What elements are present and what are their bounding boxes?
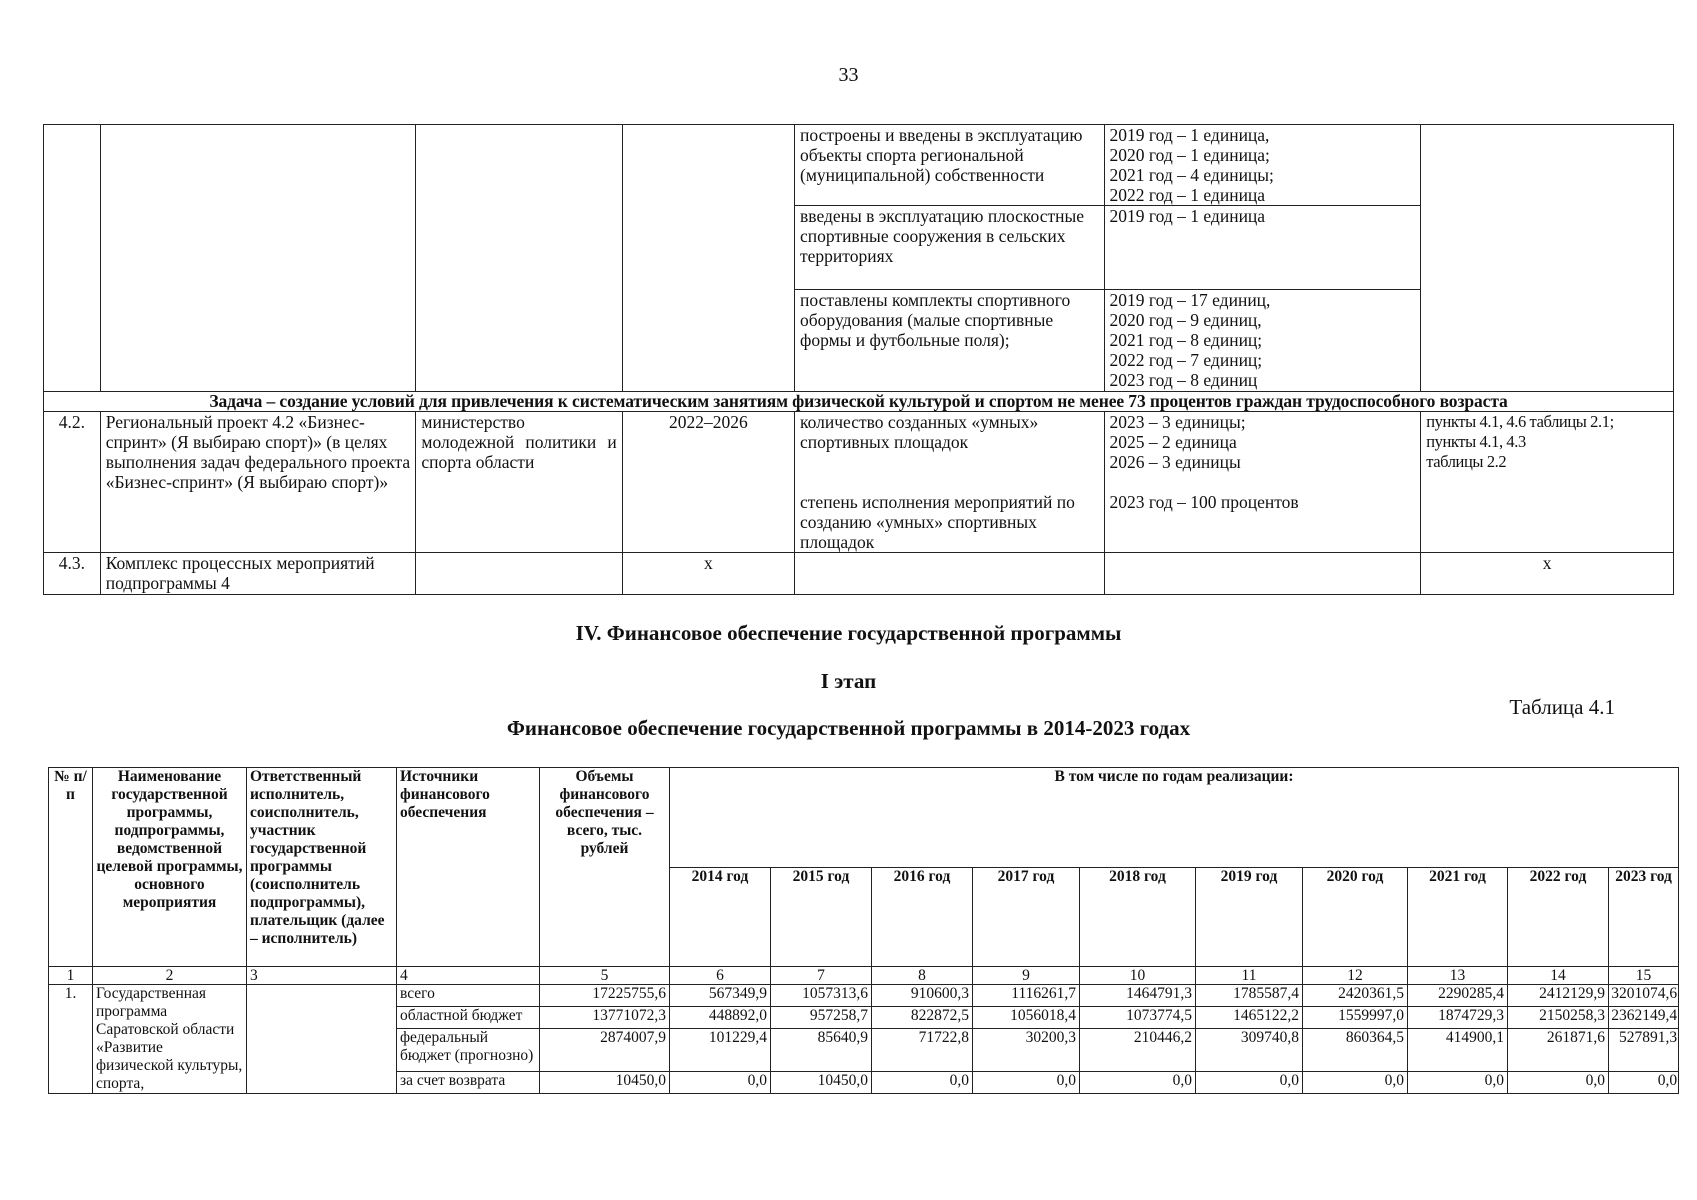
year-value-cell: 1464791,3 (1080, 985, 1196, 1007)
year-value-cell: 1874729,3 (1408, 1007, 1508, 1029)
financing-table (48, 767, 1679, 1094)
year-value-cell: 1116261,7 (973, 985, 1080, 1007)
period-cell: 2022–2026 (622, 412, 794, 553)
indicator-value-cell (1104, 553, 1421, 595)
indicator-text: количество созданных «умных» спортивных площадок (800, 412, 1039, 452)
year-value-cell: 101229,4 (670, 1029, 771, 1072)
value-line: 2019 год – 1 единица (1109, 206, 1266, 226)
header-name: Наименование государственной программы, подпрограммы, ведомственной целевой программы, основного мероприятия (93, 768, 247, 967)
year-value-cell: 71722,8 (872, 1029, 973, 1072)
total-cell: 17225755,6 (540, 985, 670, 1007)
year-value-cell: 30200,3 (973, 1029, 1080, 1072)
column-number: 5 (540, 967, 670, 985)
executor-text: министерство молодежной политики и спорта области (421, 412, 617, 472)
task-heading: Задача – создание условий для привлечения к систематическим занятиям физической культурой и спортом не менее 73 процентов граждан трудоспособного возраста (44, 392, 1674, 412)
source-cell: всего (397, 985, 540, 1007)
value-line: 2022 год – 1 единица (1109, 185, 1266, 205)
task-row (44, 392, 1674, 412)
table-label: Таблица 4.1 (1509, 695, 1615, 719)
header-executor: Ответственный исполнитель, соисполнитель, участник государственной программы (соисполнитель подпрограммы), плательщик (далее – исполнитель) (247, 768, 397, 967)
year-value-cell: 2150258,3 (1508, 1007, 1609, 1029)
header-year: 2021 год (1408, 867, 1508, 967)
value-line: 2019 год – 17 единиц, (1109, 290, 1271, 310)
year-value-cell: 1073774,5 (1080, 1007, 1196, 1029)
header-year: 2020 год (1303, 867, 1408, 967)
year-value-cell: 0,0 (1408, 1071, 1508, 1093)
column-number-row (49, 967, 1679, 985)
year-value-cell: 0,0 (1080, 1071, 1196, 1093)
executor-cell (247, 985, 397, 1094)
program-name-cell: Государственная программа Саратовской области «Развитие физической культуры, спорта, (93, 985, 247, 1094)
header-years-group: В том числе по годам реализации: (670, 768, 1679, 868)
indicator-value-cell (1104, 125, 1421, 206)
column-number: 4 (397, 967, 540, 985)
total-cell: 13771072,3 (540, 1007, 670, 1029)
column-number: 6 (670, 967, 771, 985)
row-num-cell (44, 125, 101, 392)
column-number: 12 (1303, 967, 1408, 985)
year-value-cell: 860364,5 (1303, 1029, 1408, 1072)
table-row (44, 125, 1674, 206)
period-cell (622, 125, 794, 392)
indicator-value-cell (1104, 290, 1421, 392)
name-cell: Комплекс процессных мероприятий подпрограммы 4 (100, 553, 416, 595)
value-line: 2021 год – 4 единицы; (1109, 165, 1274, 185)
ref-line: пункты 4.1, 4.6 таблицы 2.1; (1426, 412, 1614, 431)
name-cell: Региональный проект 4.2 «Бизнес-спринт» (Я выбираю спорт)» (в целях выполнения задач федерального проекта «Бизнес-спринт» (Я выбираю спорт)» (100, 412, 416, 553)
column-number: 15 (1609, 967, 1679, 985)
header-year: 2023 год (1609, 867, 1679, 967)
stage-title: I этап (820, 669, 877, 693)
ref-line: таблицы 2.2 (1426, 452, 1507, 471)
year-value-cell: 448892,0 (670, 1007, 771, 1029)
column-number: 11 (1196, 967, 1303, 985)
year-value-cell: 1056018,4 (973, 1007, 1080, 1029)
header-year: 2019 год (1196, 867, 1303, 967)
header-year: 2015 год (771, 867, 872, 967)
source-cell: федеральный бюджет (прогнозно) (397, 1029, 540, 1072)
source-cell: областной бюджет (397, 1007, 540, 1029)
column-number: 10 (1080, 967, 1196, 985)
column-number: 9 (973, 967, 1080, 985)
year-value-cell: 957258,7 (771, 1007, 872, 1029)
year-value-cell: 210446,2 (1080, 1029, 1196, 1072)
year-value-cell: 1465122,2 (1196, 1007, 1303, 1029)
year-value-cell: 1785587,4 (1196, 985, 1303, 1007)
reference-cell: х (1421, 553, 1674, 595)
total-cell: 10450,0 (540, 1071, 670, 1093)
year-value-cell: 414900,1 (1408, 1029, 1508, 1072)
year-value-cell: 0,0 (1196, 1071, 1303, 1093)
header-row (49, 768, 1679, 868)
table-row (44, 412, 1674, 553)
row-num-cell: 4.2. (44, 412, 101, 553)
indicator-cell: построены и введены в эксплуатацию объекты спорта региональной (муниципальной) собственности (795, 125, 1104, 206)
indicator-value-cell (1104, 412, 1421, 553)
value-line: 2023 год – 100 процентов (1109, 492, 1299, 512)
value-line: 2023 – 3 единицы; (1109, 412, 1246, 432)
value-line: 2020 год – 9 единиц, (1109, 310, 1262, 330)
page-number: 33 (838, 64, 859, 86)
column-number: 13 (1408, 967, 1508, 985)
program-activities-table (43, 124, 1674, 595)
table-row (44, 553, 1674, 595)
year-value-cell: 527891,3 (1609, 1029, 1679, 1072)
year-value-cell: 1057313,6 (771, 985, 872, 1007)
header-year: 2018 год (1080, 867, 1196, 967)
executor-cell (416, 125, 622, 392)
header-year: 2022 год (1508, 867, 1609, 967)
header-num: № п/п (49, 768, 93, 967)
source-cell: за счет возврата (397, 1071, 540, 1093)
year-value-cell: 309740,8 (1196, 1029, 1303, 1072)
year-value-cell: 0,0 (670, 1071, 771, 1093)
reference-cell (1421, 412, 1674, 553)
period-cell: х (622, 553, 794, 595)
table-title: Финансовое обеспечение государственной программы в 2014-2023 годах (506, 716, 1191, 740)
row-num-cell: 1. (49, 985, 93, 1094)
year-value-cell: 1559997,0 (1303, 1007, 1408, 1029)
indicator-cell (795, 412, 1104, 553)
indicator-value-cell (1104, 206, 1421, 290)
column-number: 2 (93, 967, 247, 985)
indicator-cell (795, 553, 1104, 595)
value-line: 2026 – 3 единицы (1109, 452, 1241, 472)
executor-cell (416, 412, 622, 553)
ref-line: пункты 4.1, 4.3 (1426, 432, 1526, 451)
column-number: 8 (872, 967, 973, 985)
indicator-text: степень исполнения мероприятий по созданию «умных» спортивных площадок (800, 492, 1075, 552)
indicator-cell: введены в эксплуатацию плоскостные спортивные сооружения в сельских территориях (795, 206, 1104, 290)
column-number: 3 (247, 967, 397, 985)
indicator-cell: поставлены комплекты спортивного оборудования (малые спортивные формы и футбольные поля); (795, 290, 1104, 392)
value-line: 2021 год – 8 единиц; (1109, 330, 1263, 350)
year-value-cell: 0,0 (1303, 1071, 1408, 1093)
header-volume: Объемы финансового обеспечения – всего, тыс. рублей (540, 768, 670, 967)
year-value-cell: 261871,6 (1508, 1029, 1609, 1072)
column-number: 1 (49, 967, 93, 985)
year-value-cell: 2362149,4 (1609, 1007, 1679, 1029)
year-value-cell: 567349,9 (670, 985, 771, 1007)
value-line: 2022 год – 7 единиц; (1109, 350, 1263, 370)
year-value-cell: 0,0 (872, 1071, 973, 1093)
year-value-cell: 2420361,5 (1303, 985, 1408, 1007)
value-line: 2020 год – 1 единица; (1109, 145, 1270, 165)
executor-cell (416, 553, 622, 595)
year-value-cell: 0,0 (973, 1071, 1080, 1093)
header-sources: Источники финансового обеспечения (397, 768, 540, 967)
value-line: 2023 год – 8 единиц (1109, 370, 1258, 390)
year-value-cell: 0,0 (1609, 1071, 1679, 1093)
header-year: 2016 год (872, 867, 973, 967)
header-year: 2014 год (670, 867, 771, 967)
year-value-cell: 2412129,9 (1508, 985, 1609, 1007)
name-cell (100, 125, 416, 392)
row-num-cell: 4.3. (44, 553, 101, 595)
year-value-cell: 0,0 (1508, 1071, 1609, 1093)
value-line: 2025 – 2 единица (1109, 432, 1237, 452)
value-line: 2019 год – 1 единица, (1109, 125, 1270, 145)
year-value-cell: 910600,3 (872, 985, 973, 1007)
header-year: 2017 год (973, 867, 1080, 967)
total-cell: 2874007,9 (540, 1029, 670, 1072)
column-number: 14 (1508, 967, 1609, 985)
year-value-cell: 3201074,6 (1609, 985, 1679, 1007)
column-number: 7 (771, 967, 872, 985)
year-value-cell: 2290285,4 (1408, 985, 1508, 1007)
year-value-cell: 10450,0 (771, 1071, 872, 1093)
year-value-cell: 822872,5 (872, 1007, 973, 1029)
section-title: IV. Финансовое обеспечение государственной программы (575, 621, 1122, 645)
table-row (49, 985, 1679, 1007)
year-value-cell: 85640,9 (771, 1029, 872, 1072)
reference-cell (1421, 125, 1674, 392)
